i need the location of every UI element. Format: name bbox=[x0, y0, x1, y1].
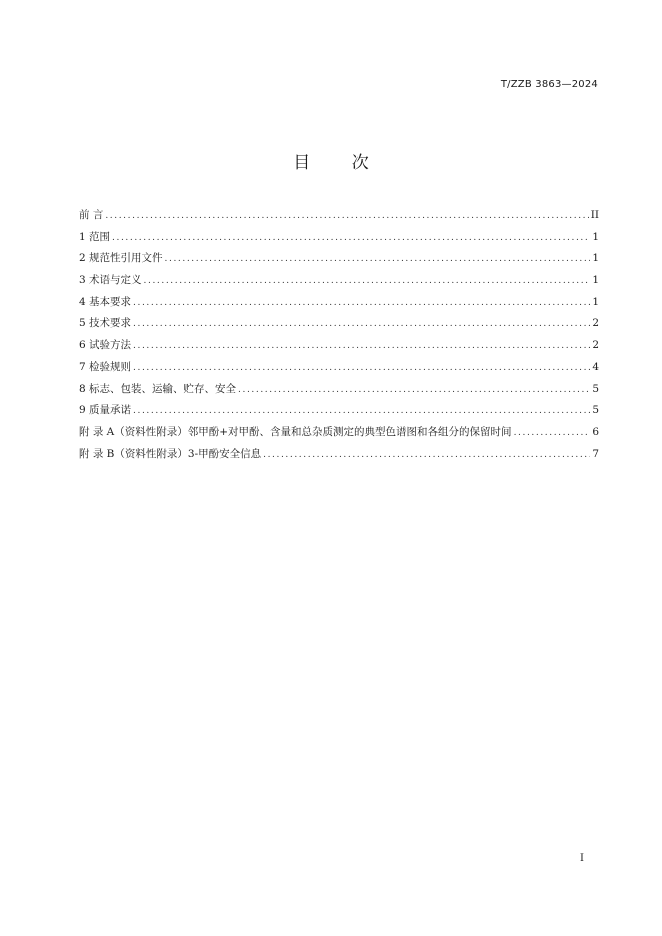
toc-entry-page: 1 bbox=[592, 230, 599, 243]
toc-entry-technical-requirements[interactable] bbox=[79, 315, 599, 337]
toc-entry-label: 附 录 B（资料性附录）3-甲酚安全信息 bbox=[79, 447, 262, 460]
toc-entry-appendix-a[interactable] bbox=[79, 424, 599, 446]
toc-entry-label: 9 质量承诺 bbox=[79, 404, 132, 417]
toc-entry-label: 1 范围 bbox=[79, 230, 111, 243]
toc-entry-label: 前 言 bbox=[79, 209, 104, 221]
toc-entry-label: 附 录 A（资料性附录）邻甲酚+对甲酚、含量和总杂质测定的典型色谱图和各组分的保留时间 bbox=[79, 425, 512, 438]
toc-entry-label: 6 试验方法 bbox=[79, 339, 132, 352]
toc-entry-page: 1 bbox=[592, 274, 599, 287]
toc-entry-label: 4 基本要求 bbox=[79, 295, 132, 308]
toc-entry-basic-requirements[interactable] bbox=[79, 294, 599, 316]
toc-entry-test-methods[interactable] bbox=[79, 337, 599, 359]
dot-leader bbox=[238, 385, 590, 395]
dot-leader bbox=[144, 276, 591, 286]
toc-entry-page: 1 bbox=[592, 252, 599, 265]
toc-list bbox=[79, 207, 599, 467]
dot-leader bbox=[112, 233, 590, 243]
toc-entry-quality-commitment[interactable] bbox=[79, 402, 599, 424]
toc-entry-page: II bbox=[590, 209, 599, 221]
toc-entry-terms-definitions[interactable] bbox=[79, 272, 599, 294]
toc-entry-page: 6 bbox=[592, 425, 599, 438]
toc-entry-page: 2 bbox=[592, 339, 599, 352]
toc-entry-normative-references[interactable] bbox=[79, 250, 599, 272]
dot-leader bbox=[263, 450, 590, 460]
toc-entry-page: 7 bbox=[592, 447, 599, 460]
toc-entry-label: 7 检验规则 bbox=[79, 360, 132, 373]
toc-entry-label: 5 技术要求 bbox=[79, 317, 132, 330]
toc-entry-inspection-rules[interactable] bbox=[79, 359, 599, 381]
toc-entry-foreword[interactable] bbox=[79, 207, 599, 229]
dot-leader bbox=[133, 363, 590, 373]
dot-leader bbox=[133, 341, 590, 351]
toc-entry-appendix-b[interactable] bbox=[79, 446, 599, 468]
dot-leader bbox=[105, 211, 588, 221]
document-code: T/ZZB 3863—2024 bbox=[500, 79, 598, 90]
toc-entry-label: 2 规范性引用文件 bbox=[79, 252, 163, 265]
dot-leader bbox=[133, 319, 590, 329]
dot-leader bbox=[133, 298, 590, 308]
toc-entry-page: 5 bbox=[592, 404, 599, 417]
dot-leader bbox=[514, 428, 591, 438]
toc-entry-page: 1 bbox=[592, 295, 599, 308]
toc-entry-scope[interactable] bbox=[79, 229, 599, 251]
page-number: I bbox=[580, 853, 584, 864]
toc-entry-marking-packaging[interactable] bbox=[79, 381, 599, 403]
dot-leader bbox=[165, 254, 591, 264]
dot-leader bbox=[133, 406, 590, 416]
toc-entry-label: 3 术语与定义 bbox=[79, 274, 142, 287]
toc-entry-label: 8 标志、包装、运输、贮存、安全 bbox=[79, 382, 237, 395]
toc-entry-page: 4 bbox=[592, 360, 599, 373]
toc-title: 目 次 bbox=[293, 153, 387, 173]
toc-entry-page: 2 bbox=[592, 317, 599, 330]
toc-entry-page: 5 bbox=[592, 382, 599, 395]
